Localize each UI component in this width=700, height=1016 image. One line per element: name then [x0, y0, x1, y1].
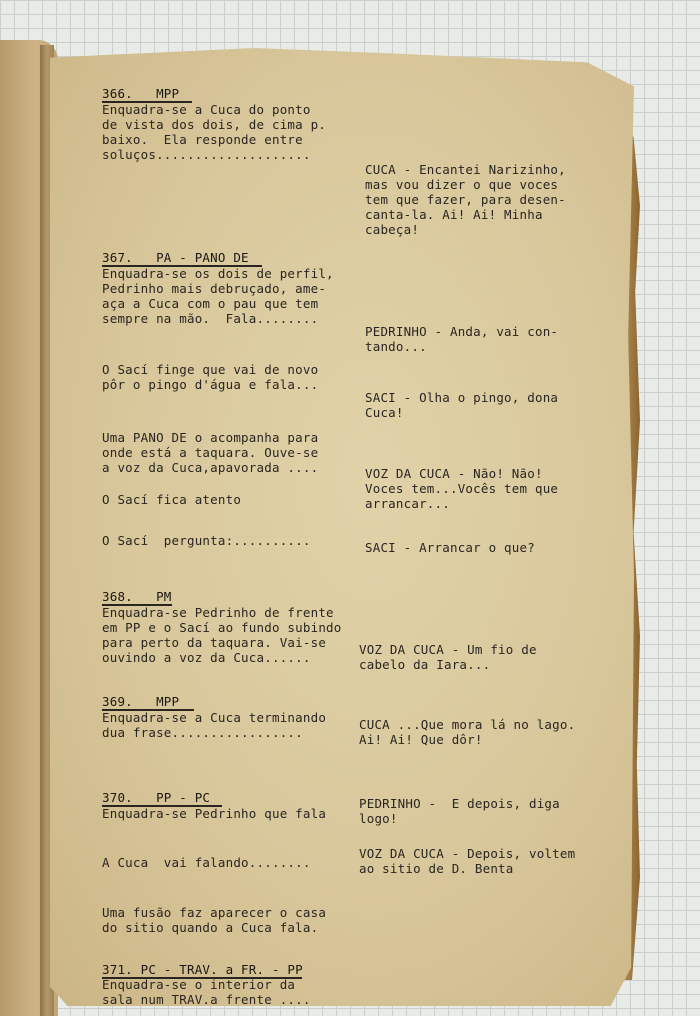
description-line: a voz da Cuca,apavorada ....	[102, 460, 319, 475]
shot-number-370: 370. PP - PC	[102, 790, 211, 805]
dialogue-line: Ai! Ai! Que dôr!	[359, 732, 483, 747]
shot-number-367: 367. PA - PANO DE	[102, 250, 249, 265]
dialogue-line: Cuca!	[365, 405, 404, 420]
description-line: ouvindo a voz da Cuca......	[102, 650, 311, 665]
dialogue-line: VOZ DA CUCA - Depois, voltem	[359, 846, 576, 861]
dialogue-line: CUCA ...Que mora lá no lago.	[359, 717, 576, 732]
dialogue-line: CUCA - Encantei Narizinho,	[365, 162, 566, 177]
description-line: Enquadra-se o interior da	[102, 977, 296, 992]
description-line: Enquadra-se Pedrinho que fala	[102, 806, 327, 821]
description-line: Enquadra-se os dois de perfil,	[102, 266, 334, 281]
description-line: A Cuca vai falando........	[102, 855, 311, 870]
description-line: em PP e o Sací ao fundo subindo	[102, 620, 342, 635]
shot-number-368: 368. PM	[102, 589, 172, 604]
dialogue-line: canta-la. Ai! Ai! Minha	[365, 207, 543, 222]
description-line: O Sací pergunta:..........	[102, 533, 311, 548]
description-line: de vista dos dois, de cima p.	[102, 117, 327, 132]
dialogue-line: logo!	[359, 811, 398, 826]
description-line: dua frase.................	[102, 725, 303, 740]
description-line: pôr o pingo d'água e fala...	[102, 377, 319, 392]
shot-number-371: 371. PC - TRAV. a FR. - PP	[102, 962, 303, 977]
description-line: Enquadra-se Pedrinho de frente	[102, 605, 334, 620]
dialogue-line: tem que fazer, para desen-	[365, 192, 566, 207]
description-line: baixo. Ela responde entre	[102, 132, 303, 147]
dialogue-line: mas vou dizer o que voces	[365, 177, 559, 192]
description-line: Pedrinho mais debruçado, ame-	[102, 281, 327, 296]
dialogue-line: Voces tem...Vocês tem que	[365, 481, 559, 496]
dialogue-line: cabeça!	[365, 222, 420, 237]
description-line: do sitio quando a Cuca fala.	[102, 920, 319, 935]
description-line: sala num TRAV.a frente ....	[102, 992, 311, 1007]
description-line: O Sací fica atento	[102, 492, 242, 507]
dialogue-line: PEDRINHO - Anda, vai con-	[365, 324, 559, 339]
description-line: sempre na mão. Fala........	[102, 311, 319, 326]
dialogue-line: arrancar...	[365, 496, 450, 511]
description-line: Uma fusão faz aparecer o casa	[102, 905, 327, 920]
description-line: Enquadra-se a Cuca terminando	[102, 710, 327, 725]
dialogue-line: tando...	[365, 339, 427, 354]
dialogue-line: SACI - Olha o pingo, dona	[365, 390, 559, 405]
shot-number-369: 369. MPP	[102, 694, 180, 709]
dialogue-line: PEDRINHO - E depois, diga	[359, 796, 560, 811]
dialogue-line: ao sitio de D. Benta	[359, 861, 514, 876]
shot-number-366: 366. MPP	[102, 86, 180, 101]
description-line: para perto da taquara. Vai-se	[102, 635, 327, 650]
dialogue-line: VOZ DA CUCA - Um fio de	[359, 642, 537, 657]
description-line: onde está a taquara. Ouve-se	[102, 445, 319, 460]
dialogue-line: SACI - Arrancar o que?	[365, 540, 535, 555]
description-line: soluços....................	[102, 147, 311, 162]
dialogue-line: VOZ DA CUCA - Não! Não!	[365, 466, 543, 481]
dialogue-line: cabelo da Iara...	[359, 657, 491, 672]
description-line: O Sací finge que vai de novo	[102, 362, 319, 377]
description-line: Uma PANO DE o acompanha para	[102, 430, 319, 445]
description-line: aça a Cuca com o pau que tem	[102, 296, 319, 311]
description-line: Enquadra-se a Cuca do ponto	[102, 102, 311, 117]
